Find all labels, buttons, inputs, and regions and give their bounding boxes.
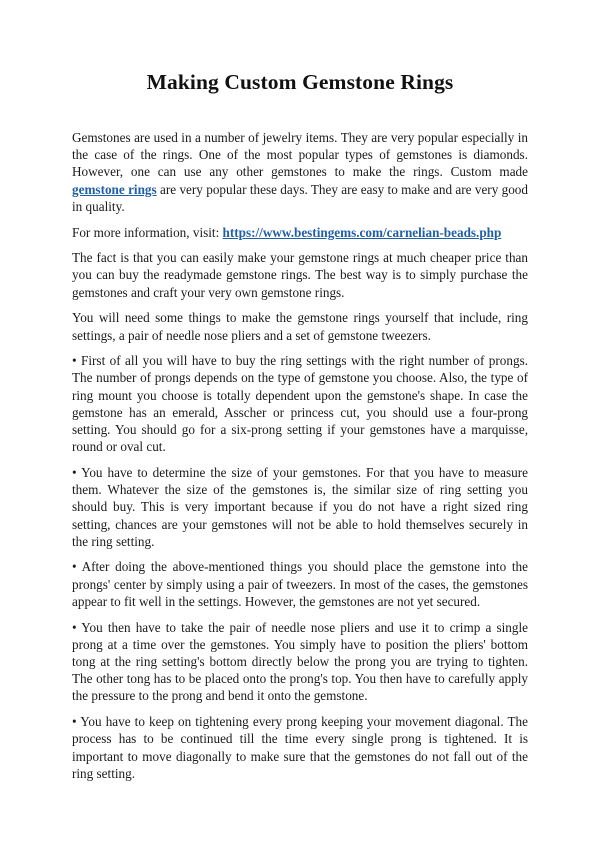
bullet-gemstone-size: • You have to determine the size of your gemstones. For that you have to measure them. Whatever the size of the gemstones is, the similar size of ring setting you should buy. This is very important because if you do not have a right sized ring setting, chances are your gemstones will not be able to hold themselves securely in the ring setting. [72,464,528,549]
intro-text-end: are very popular these days. They are easy to make and are very good in quality. [72,181,528,214]
bullet-crimp-prong: • You then have to take the pair of needle nose pliers and use it to crimp a single prong at a time over the gemstones. You simply have to position the pliers' bottom tong at the ring setting's bottom directly below the prong you are trying to tighten. The other tong has to be placed onto the prong's top. You then have to carefully apply the pressure to the prong and bend it onto the gemstone. [72,619,528,704]
more-info-label: For more information, visit: [72,224,223,240]
document-body [72,129,528,790]
intro-paragraph [72,129,528,215]
paragraph-price: The fact is that you can easily make your gemstone rings at much cheaper price than you can buy the readymade gemstone rings. The best way is to simply purchase the gemstones and craft your very own gemstone rings. [72,250,528,300]
bullet-ring-settings: • First of all you will have to buy the ring settings with the right number of prongs. The number of prongs depends on the type of gemstone you choose. Also, the type of ring mount you choose is totally dependent upon the gemstone's shape. In case the gemstone has an emerald, Asscher or princess cut, you should use a four-prong setting. You should go for a six-prong setting if your gemstones have a marquisse, round or oval cut. [72,353,528,455]
page-title: Making Custom Gemstone Rings [146,70,454,94]
paragraph-tools: You will need some things to make the gemstone rings yourself that include, ring settings, a pair of needle nose pliers and a set of gemstone tweezers. [72,310,528,343]
bullet-tighten-prongs: • You have to keep on tightening every prong keeping your movement diagonal. The process has to be continued till the time every single prong is tightened. It is important to move diagonally to make sure that the gemstones do not fall out of the ring setting. [72,714,528,781]
more-info-paragraph [72,224,528,241]
intro-text-start: Gemstones are used in a number of jewelry items. They are very popular especially in the case of the rings. One of the most popular types of gemstones is diamonds. However, one can use any other gemstones to make the rings. Custom made [72,130,528,180]
gemstone-rings-link[interactable]: gemstone rings [72,181,157,197]
bullet-place-gemstone: • After doing the above-mentioned things you should place the gemstone into the prongs' center by simply using a pair of tweezers. In most of the cases, the gemstones appear to fit well in the settings. However, the gemstones are not yet secured. [72,559,528,609]
carnelian-beads-link[interactable]: https://www.bestingems.com/carnelian-beads.php [222,224,502,240]
